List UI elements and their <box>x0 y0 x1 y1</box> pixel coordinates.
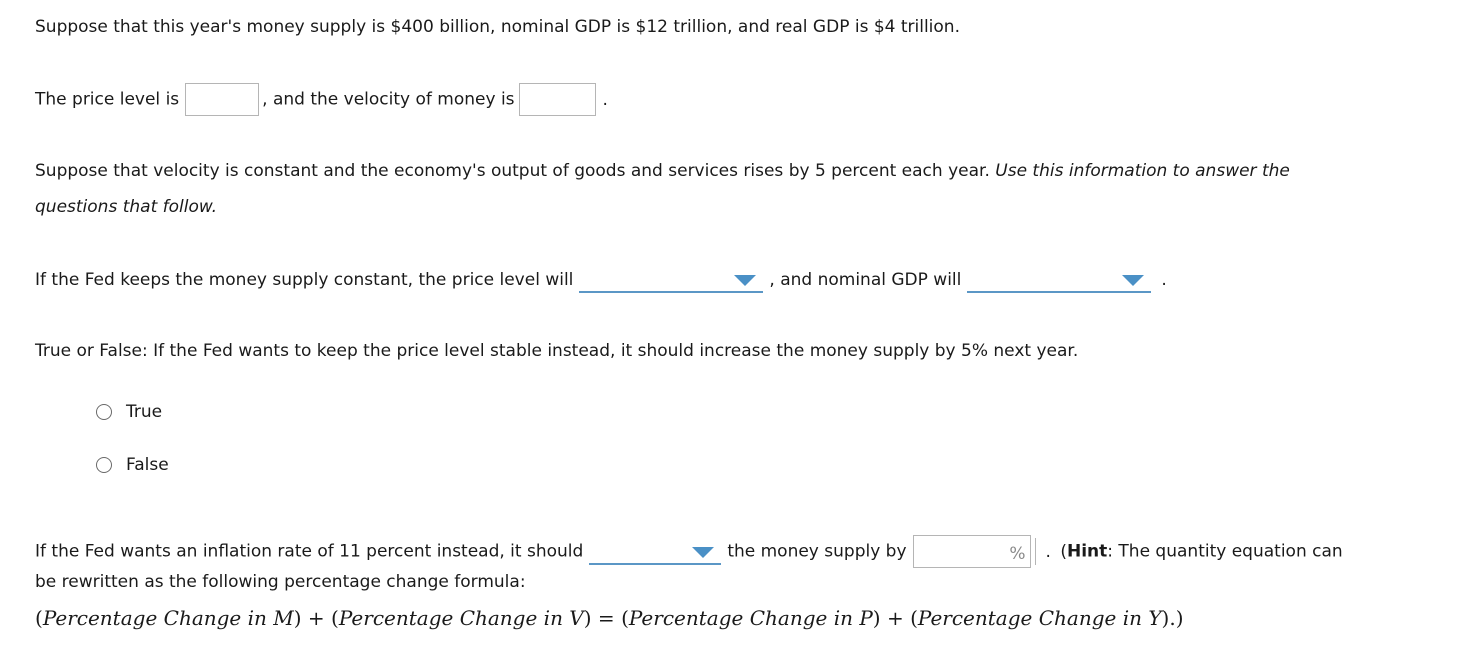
intro-text <box>35 15 960 39</box>
intro-sentence: Suppose that this year's money supply is $400 billion, nominal GDP is $12 trillion, and real GDP is $4 trillion. <box>35 17 960 37</box>
formula-term-m: Percentage Change in M <box>42 606 294 630</box>
assumption-instruction-b: questions that follow. <box>35 197 218 217</box>
price-level-input[interactable] <box>185 83 259 116</box>
q4-period: . <box>1045 541 1051 562</box>
formula-paren: ).) <box>1161 606 1184 630</box>
radio-label-true: True <box>126 402 163 422</box>
hint-open-paren: ( <box>1060 541 1067 562</box>
hint-label: Hint <box>1066 541 1108 562</box>
radio-label-false: False <box>126 455 169 475</box>
price-level-label: The price level is <box>35 89 180 110</box>
formula-paren: ( <box>910 606 918 630</box>
formula-paren: ) <box>293 606 302 630</box>
formula-paren: ( <box>331 606 339 630</box>
formula-equals: = <box>591 606 622 630</box>
assumption-text <box>35 159 1290 183</box>
hint-text-line2 <box>35 570 526 594</box>
question-true-false <box>35 339 1078 363</box>
hint-text: : The quantity equation can <box>1107 541 1343 562</box>
nominal-gdp-dropdown[interactable] <box>967 267 1151 293</box>
formula-paren: ) <box>583 606 592 630</box>
money-supply-action-dropdown[interactable] <box>589 539 721 565</box>
assumption-instruction-a: Use this information to answer the <box>995 161 1290 181</box>
radio-circle-icon[interactable] <box>96 457 112 473</box>
question-inflation <box>35 535 1343 568</box>
formula-term-v: Percentage Change in V <box>338 606 584 630</box>
percent-unit: % <box>1009 544 1026 564</box>
true-false-statement: True or False: If the Fed wants to keep the price level stable instead, it should increase the money supply by 5% next year. <box>35 341 1079 361</box>
q2-period: . <box>1161 270 1167 290</box>
formula-term-y: Percentage Change in Y <box>917 606 1162 630</box>
radio-option-true[interactable] <box>96 400 162 424</box>
inflation-label: If the Fed wants an inflation rate of 11 percent instead, it should <box>35 541 584 562</box>
chevron-down-icon <box>1122 275 1144 286</box>
chevron-down-icon <box>734 275 756 286</box>
money-supply-by-label: the money supply by <box>727 541 907 562</box>
question-constant-money <box>35 267 1167 293</box>
velocity-input[interactable] <box>519 83 596 116</box>
money-supply-percent-input[interactable] <box>913 535 1031 568</box>
price-level-dropdown[interactable] <box>579 267 763 293</box>
chevron-down-icon <box>692 547 714 558</box>
formula-plus: + <box>301 606 332 630</box>
hint-line2: be rewritten as the following percentage change formula: <box>35 572 526 592</box>
radio-circle-icon[interactable] <box>96 404 112 420</box>
question-price-velocity <box>35 83 608 116</box>
formula-paren: ( <box>621 606 629 630</box>
assumption-plain: Suppose that velocity is constant and the economy's output of goods and services rises by 5 percent each year. <box>35 161 996 181</box>
radio-option-false[interactable] <box>96 453 169 477</box>
formula-term-p: Percentage Change in P <box>628 606 873 630</box>
velocity-label: , and the velocity of money is <box>262 89 515 110</box>
formula-paren: ) <box>872 606 881 630</box>
formula-paren: ( <box>35 606 43 630</box>
q1-period: . <box>602 89 608 110</box>
assumption-text-line2 <box>35 195 217 219</box>
price-level-will-label: If the Fed keeps the money supply constant, the price level will <box>35 270 574 290</box>
input-divider <box>1035 538 1036 565</box>
formula-plus: + <box>880 606 911 630</box>
percentage-change-formula <box>35 604 1184 632</box>
nominal-gdp-label: , and nominal GDP will <box>769 270 962 290</box>
